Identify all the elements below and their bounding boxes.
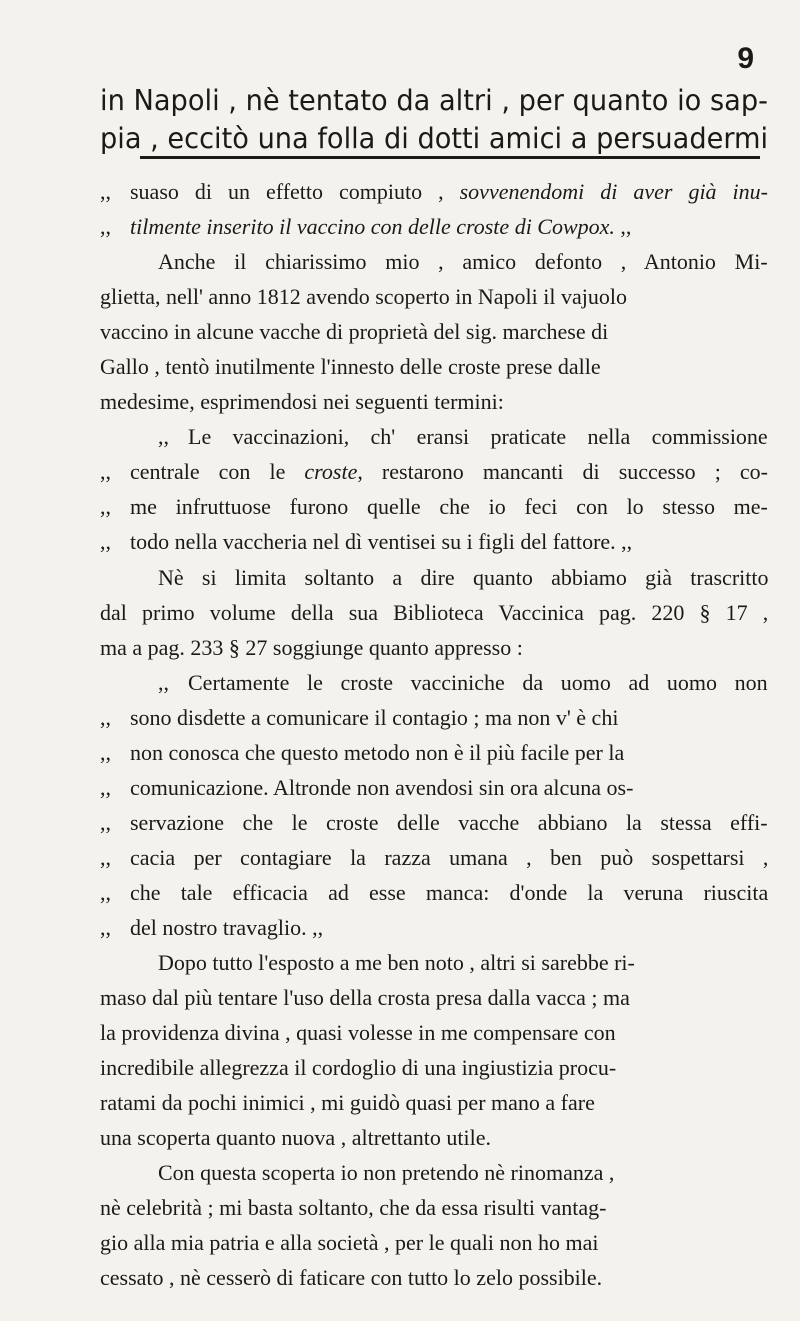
text-line xyxy=(100,595,768,630)
text-line xyxy=(100,1120,768,1155)
line-text: cessato , nè cesserò di faticare con tutto lo zelo possibile. xyxy=(100,1265,603,1291)
page-header-text xyxy=(100,82,768,158)
text-line xyxy=(100,1015,768,1050)
quote-mark: ,, xyxy=(100,879,111,905)
line-text: glietta, nell' anno 1812 avendo scoperto in Napoli il vajuolo xyxy=(100,284,627,310)
text-line xyxy=(100,735,768,770)
line-text: nè celebrità ; mi basta soltanto, che da essa risulti vantag- xyxy=(100,1195,607,1221)
text-line xyxy=(100,910,768,945)
line-text: la providenza divina , quasi volesse in me compensare con xyxy=(100,1020,616,1046)
quote-mark: ,, xyxy=(100,739,111,765)
text-line xyxy=(100,279,768,314)
line-text: che tale efficacia ad esse manca: d'onde la veruna riuscita xyxy=(130,879,769,905)
quote-mark: ,, xyxy=(158,424,169,450)
line-text: sono disdette a comunicare il contagio ; ma non v' è chi xyxy=(130,704,619,730)
text-line xyxy=(100,875,768,910)
quote-mark: ,, xyxy=(100,494,111,520)
line-text: Nè si limita soltanto a dire quanto abbiamo già trascritto xyxy=(158,564,769,590)
line-text: Gallo , tentò inutilmente l'innesto delle croste prese dalle xyxy=(100,354,601,380)
text-line xyxy=(100,209,768,244)
line-text: comunicazione. Altronde non avendosi sin ora alcuna os- xyxy=(130,774,634,800)
line-text: Le vaccinazioni, ch' eransi praticate nella commissione xyxy=(188,424,768,450)
line-text: incredibile allegrezza il cordoglio di una ingiustizia procu- xyxy=(100,1055,617,1081)
line-text: vaccino in alcune vacche di proprietà del sig. marchese di xyxy=(100,319,609,345)
quote-mark: ,, xyxy=(100,774,111,800)
text-line xyxy=(100,1190,768,1225)
line-text: Anche il chiarissimo mio , amico defonto , Antonio Mi- xyxy=(158,249,768,275)
line-text: centrale con le xyxy=(130,459,305,485)
line-text: ,, xyxy=(614,214,632,240)
quote-mark: ,, xyxy=(158,669,169,695)
text-line xyxy=(100,560,768,595)
text-line xyxy=(100,1155,768,1190)
line-text: ma a pag. 233 § 27 soggiunge quanto appresso : xyxy=(100,634,523,660)
line-text: , restarono mancanti di successo ; co- xyxy=(357,459,768,485)
text-line xyxy=(100,244,768,279)
text-line xyxy=(100,665,768,700)
text-line xyxy=(100,1085,768,1120)
body-text xyxy=(100,174,768,1296)
text-line xyxy=(100,489,768,524)
italic-text: sovvenendomi di aver già inu- xyxy=(459,179,768,204)
text-line xyxy=(100,1260,768,1295)
text-line xyxy=(100,840,768,875)
quote-mark: ,, xyxy=(100,459,111,485)
line-text: cacia per contagiare la razza umana , ben può sospettarsi , xyxy=(130,844,769,870)
text-line xyxy=(100,770,768,805)
quote-mark: ,, xyxy=(100,809,111,835)
text-line xyxy=(100,314,768,349)
quote-mark: ,, xyxy=(100,914,111,940)
text-line xyxy=(100,945,768,980)
line-text: servazione che le croste delle vacche abbiano la stessa effi- xyxy=(130,809,768,835)
line-text: ratami da pochi inimici , mi guidò quasi per mano a fare xyxy=(100,1090,595,1116)
line-text: Certamente le croste vacciniche da uomo ad uomo non xyxy=(188,669,768,695)
text-line xyxy=(100,349,768,384)
text-line xyxy=(100,1225,768,1260)
text-line xyxy=(100,384,768,419)
page-number: 9 xyxy=(737,42,754,75)
italic-text: croste xyxy=(304,459,358,485)
line-text: non conosca che questo metodo non è il più facile per la xyxy=(130,739,625,765)
line-text: me infruttuose furono quelle che io feci con lo stesso me- xyxy=(130,494,768,520)
line-text: una scoperta quanto nuova , altrettanto utile. xyxy=(100,1125,491,1151)
text-line xyxy=(100,805,768,840)
header-line: pia , eccitò una folla di dotti amici a persuadermi xyxy=(100,122,769,155)
italic-text: tilmente inserito il vaccino con delle croste di Cowpox. xyxy=(130,214,615,240)
header-line: in Napoli , nè tentato da altri , per quanto io sap- xyxy=(100,84,768,117)
text-line xyxy=(100,700,768,735)
text-line xyxy=(100,524,768,559)
text-line xyxy=(100,630,768,665)
quote-mark: ,, xyxy=(100,704,111,730)
line-text: todo nella vaccheria nel dì ventisei su i figli del fattore. ,, xyxy=(130,529,633,555)
text-line xyxy=(100,980,768,1015)
quote-mark: ,, xyxy=(100,214,111,240)
text-line xyxy=(100,174,768,209)
quote-mark: ,, xyxy=(100,844,111,870)
line-text: medesime, esprimendosi nei seguenti termini: xyxy=(100,389,504,415)
line-text: dal primo volume della sua Biblioteca Vaccinica pag. 220 § 17 , xyxy=(100,599,769,625)
section-divider xyxy=(140,156,760,159)
line-text: gio alla mia patria e alla società , per le quali non ho mai xyxy=(100,1230,599,1256)
text-line xyxy=(100,419,768,454)
line-text: maso dal più tentare l'uso della crosta presa dalla vacca ; ma xyxy=(100,985,630,1011)
text-line xyxy=(100,454,768,489)
line-text: Dopo tutto l'esposto a me ben noto , altri si sarebbe ri- xyxy=(158,950,635,976)
text-line xyxy=(100,1050,768,1085)
line-text: del nostro travaglio. ,, xyxy=(130,914,324,940)
quote-mark: ,, xyxy=(100,529,111,555)
line-text: suaso di un effetto compiuto , xyxy=(130,179,460,204)
line-text: Con questa scoperta io non pretendo nè rinomanza , xyxy=(158,1160,615,1186)
quote-mark: ,, xyxy=(100,179,111,204)
